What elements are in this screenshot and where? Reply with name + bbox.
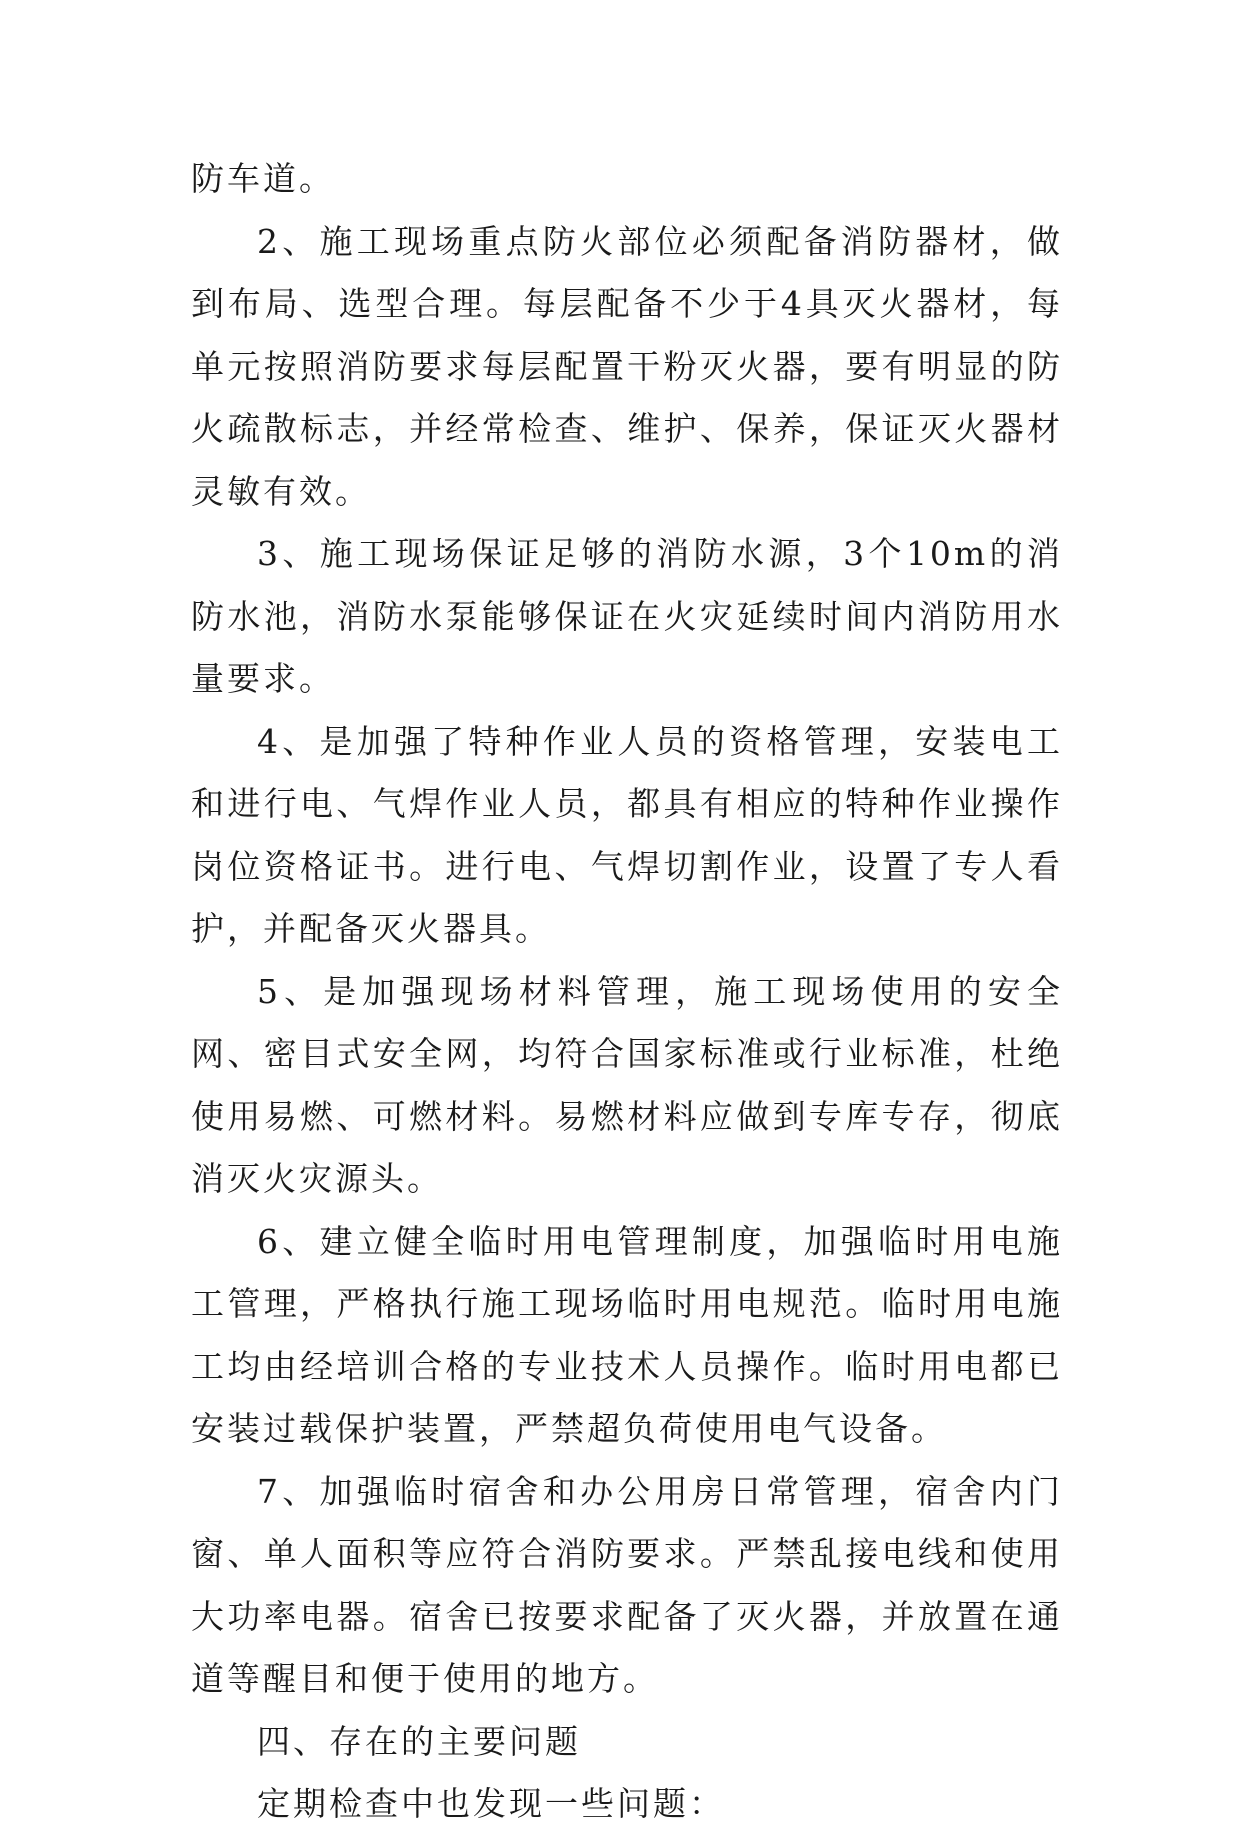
- paragraph-item-3-water-source: 3、施工现场保证足够的消防水源，3个10m的消防水池，消防水泵能够保证在火灾延续时间内消防用水量要求。: [191, 534, 1063, 698]
- paragraph-problems-intro: 定期检查中也发现一些问题：: [257, 1784, 725, 1823]
- paragraph-item-6-temporary-power: 6、建立健全临时用电管理制度，加强临时用电施工管理，严格执行施工现场临时用电规范。临时用电施工均由经培训合格的专业技术人员操作。临时用电都已安装过载保护装置，严禁超负荷使用电气设备。: [191, 1221, 1063, 1448]
- paragraph-item-7-dormitory: 7、加强临时宿舍和办公用房日常管理，宿舍内门窗、单人面积等应符合消防要求。严禁乱接电线和使用大功率电器。宿舍已按要求配备了灭火器，并放置在通道等醒目和便于使用的地方。: [191, 1471, 1063, 1698]
- document-body: [191, 148, 1063, 1836]
- paragraph-item-5-materials: 5、是加强现场材料管理，施工现场使用的安全网、密目式安全网，均符合国家标准或行业标准，杜绝使用易燃、可燃材料。易燃材料应做到专库专存，彻底消灭火灾源头。: [191, 971, 1063, 1198]
- paragraph-item-2-fire-equipment: 2、施工现场重点防火部位必须配备消防器材，做到布局、选型合理。每层配备不少于4具灭火器材，每单元按照消防要求每层配置干粉灭火器，要有明显的防火疏散标志，并经常检查、维护、保养，保证灭火器材灵敏有效。: [191, 221, 1063, 511]
- paragraph-item-4-special-operators: 4、是加强了特种作业人员的资格管理，安装电工和进行电、气焊作业人员，都具有相应的特种作业操作岗位资格证书。进行电、气焊切割作业，设置了专人看护，并配备灭火器具。: [191, 721, 1063, 948]
- paragraph-fire-lane-end: 防车道。: [191, 159, 335, 198]
- section-heading-main-problems: 四、存在的主要问题: [257, 1721, 581, 1761]
